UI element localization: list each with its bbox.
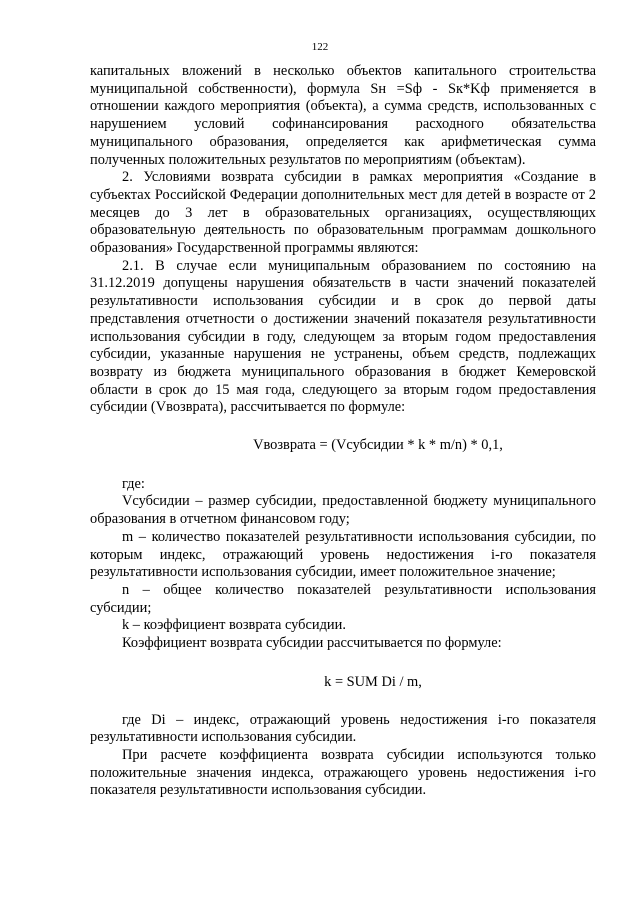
page-number: 122 [311,41,329,53]
formula-coefficient: k = SUM Di / m, [324,673,422,690]
document-body [90,63,596,800]
paragraph-continuation: капитальных вложений в несколько объектов капитального строительства муниципальной собственности), формула Sн =Sф - Sк*Kф применяется в отношении каждого мероприятия (объекта), а сумма средств, использованных с нарушением условий софинансирования расходного обязательства муниципального образования, определяется как арифметическая сумма полученных положительных результатов по мероприятиям (объектам). [90,63,596,168]
definition-di: где Di – индекс, отражающий уровень недостижения i-го показателя результативности использования субсидии. [90,711,596,746]
definition-m: m – количество показателей результативности использования субсидии, по которым индекс, отражающий уровень недостижения i-го показателя результативности использования субсидии, имеет положительное значение; [90,528,596,581]
formula-return-amount: Vвозврата = (Vсубсидии * k * m/n) * 0,1, [253,437,503,454]
coefficient-intro: Коэффициент возврата субсидии рассчитывается по формуле: [122,635,502,652]
paragraph-section-2: 2. Условиями возврата субсидии в рамках мероприятия «Создание в субъектах Российской Федерации дополнительных мест для детей в возрасте от 2 месяцев до 3 лет в образовательных организациях, осуществляющих образовательную деятельность по образовательным программам дошкольного образования» Государственной программы являются: [90,169,596,257]
definition-k: k – коэффициент возврата субсидии. [122,617,346,634]
where-label: где: [122,475,145,492]
paragraph-section-2-1: 2.1. В случае если муниципальным образованием по состоянию на 31.12.2019 допущены нарушения обязательств в части значений показателей результативности использования субсидии и в срок до первой даты представления отчетности о достижении значений показателя результативности использования субсидии в году, следующем за вторым годом предоставления субсидии, указанные нарушения не устранены, объем средств, подлежащих возврату из бюджета муниципального образования в бюджет Кемеровской области в срок до 15 мая года, следующего за вторым годом предоставления субсидии (Vвозврата), рассчитывается по формуле: [90,257,596,416]
paragraph-final: При расчете коэффициента возврата субсидии используются только положительные значения индекса, отражающего уровень недостижения i-го показателя результативности использования субсидии. [90,746,596,799]
definition-v-subsidy: Vсубсидии – размер субсидии, предоставленной бюджету муниципального образования в отчетном финансовом году; [90,493,596,528]
definition-n: n – общее количество показателей результативности использования субсидии; [90,581,596,616]
